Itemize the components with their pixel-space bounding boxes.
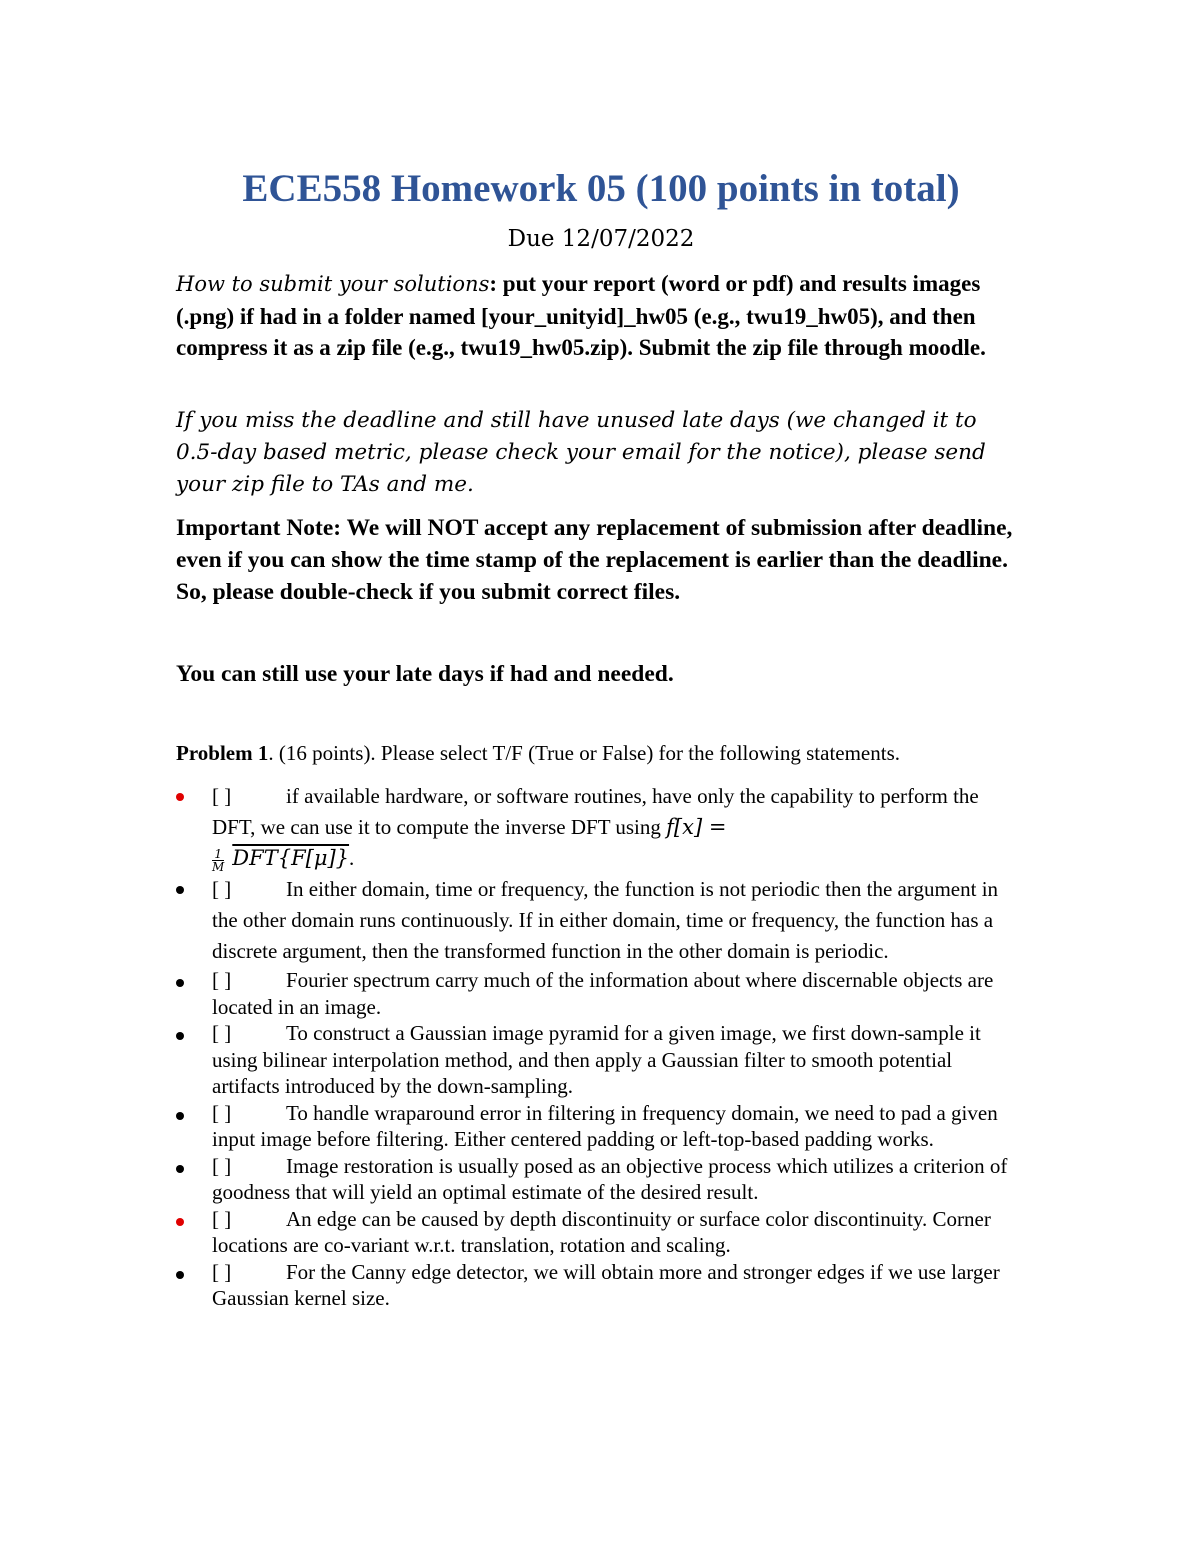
bullet-dot-icon [176,979,184,987]
statement-item [176,967,1016,1020]
answer-bracket[interactable]: [ ] [212,1100,232,1125]
formula-rhs: DFT{F[μ]} [232,846,350,870]
important-label: Important Note [176,515,334,541]
statement-text: if available hardware, or software routines, have only the capability to perform the DFT, we can use it to compute the inverse DFT using [212,784,979,839]
submission-end: . [980,335,986,360]
formula-lhs: f[x] = [666,815,727,839]
submission-colon: : [489,271,498,296]
due-date: Due 12/07/2022 [507,226,695,252]
bullet-dot-icon [176,1032,184,1040]
statement-text: An edge can be caused by depth discontinuity or surface color discontinuity. Corner locations are co-variant w.r.t. translation, rotation and scaling. [212,1206,991,1257]
moodle-text: moodle [908,335,981,360]
answer-bracket[interactable]: [ ] [212,877,232,901]
important-colon: : [333,515,342,541]
answer-bracket[interactable]: [ ] [212,1021,232,1045]
statement-text: Fourier spectrum carry much of the information about where discernable objects are located in an image. [212,968,994,1019]
statement-item [176,1153,1016,1206]
late-days-note: If you miss the deadline and still have unused late days (we changed it to 0.5-day based metric, please check your email for the notice), please send your zip file to TAs and me. [176,408,986,497]
important-text: We will NOT accept any replacement of submission after deadline, even if you can show the time stamp of the replacement is earlier than the deadline. So, [176,515,1013,605]
statement-text: For the Canny edge detector, we will obtain more and stronger edges if we use larger Gaussian kernel size. [212,1259,1000,1310]
statement-item [176,1259,1016,1312]
answer-bracket[interactable]: [ ] [212,1206,232,1231]
statement-text: To construct a Gaussian image pyramid for a given image, we first down-sample it using bilinear interpolation method, and then apply a Gaussian filter to smooth potential artifacts introduced by the down-sampling. [212,1021,981,1098]
answer-bracket[interactable]: [ ] [212,1259,232,1284]
statement-text: To handle wraparound error in filtering in frequency domain, we need to pad a given input image before filtering. Either centered padding or left-top-based padding works. [212,1100,998,1151]
statement-item [176,1100,1016,1153]
submission-text: put your report (word or pdf) and results images (.png) if had in a folder named [your_unityid]_hw05 (e.g., twu19_hw05), and then compress it as a zip file (e.g., twu19_hw05.zip). Submit the zip file through [176,271,981,360]
statement-item [176,781,1016,874]
bullet-dot-icon [176,1112,184,1120]
answer-bracket[interactable]: [ ] [212,968,232,992]
formula-fraction [212,848,224,873]
answer-bracket[interactable]: [ ] [212,784,232,808]
formula-denominator: M [212,859,225,874]
formula-end: . [349,846,355,870]
statement-item [176,1206,1016,1259]
formula-numerator: 1 [212,848,224,861]
problem-1-heading [176,741,1026,766]
statement-text: Image restoration is usually posed as an objective process which utilizes a criterion of goodness that will yield an optimal estimate of the desired result. [212,1153,1008,1204]
statement-item [176,1020,1016,1100]
bullet-dot-icon [176,1165,184,1173]
bullet-dot-icon [176,793,184,801]
important-end: . [674,579,681,605]
submission-lead: How to submit your solutions [176,272,490,296]
problem-1-text: . (16 points). Please select T/F (True or False) for the following statements. [268,741,901,765]
bullet-dot-icon [176,886,184,894]
answer-bracket[interactable]: [ ] [212,1153,232,1178]
page-title: ECE558 Homework 05 (100 points in total) [242,167,960,210]
problem-1-label: Problem 1 [176,741,269,765]
statement-item [176,874,1016,967]
statement-list [176,781,1016,1312]
important-note [176,512,1026,608]
late-days-reminder: You can still use your late days if had and needed. [176,661,674,687]
submission-instructions [176,268,1006,364]
important-emphasis: please double-check if you submit correct files [212,579,675,605]
bullet-dot-icon [176,1218,184,1226]
statement-text: In either domain, time or frequency, the function is not periodic then the argument in the other domain runs continuously. If in either domain, time or frequency, the function has a discrete argument, then the transformed function in the other domain is periodic. [212,877,999,963]
bullet-dot-icon [176,1271,184,1279]
